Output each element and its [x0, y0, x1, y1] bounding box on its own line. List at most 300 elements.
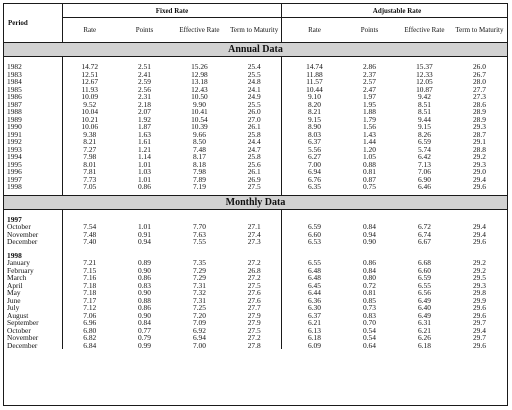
adjustable-value-cell: 6.67 — [417, 237, 431, 246]
row-label: 1989 — [7, 114, 22, 124]
adjustable-value-cell: 9.15 — [417, 122, 431, 131]
adjustable-value-cell: 9.15 — [308, 114, 321, 124]
fixed-value-cell: 27.2 — [247, 273, 261, 282]
fixed-value-cell: 7.32 — [192, 288, 206, 297]
fixed-value-cell: 27.5 — [247, 280, 261, 290]
fixed-value-cell: 2.31 — [138, 92, 151, 101]
fixed-value-cell: 24.1 — [247, 84, 261, 94]
adjustable-value-cell: 0.70 — [362, 318, 376, 327]
table-header — [4, 4, 507, 43]
adjustable-value-cell: 1.05 — [362, 152, 376, 161]
fixed-value-cell: 25.8 — [247, 129, 261, 139]
adjustable-value-cell: 6.37 — [308, 310, 321, 320]
adjustable-value-cell: 28.0 — [472, 77, 486, 86]
adjustable-value-cell: 6.30 — [308, 303, 321, 312]
adjustable-value-cell: 28.9 — [472, 107, 486, 116]
fixed-value-cell: 7.29 — [192, 265, 206, 275]
adjustable-value-cell: 6.35 — [308, 182, 321, 191]
adjustable-value-cell: 29.7 — [472, 318, 486, 327]
row-label: 1987 — [7, 99, 22, 109]
adjustable-value-cell: 29.3 — [472, 280, 486, 290]
row-label: December — [7, 237, 38, 246]
adjustable-points-col-header: Points — [360, 26, 379, 34]
fixed-value-cell: 1.14 — [138, 152, 151, 161]
adjustable-value-cell: 29.4 — [472, 174, 486, 184]
adjustable-value-cell: 2.57 — [362, 77, 376, 86]
adjustable-value-cell: 2.47 — [362, 84, 376, 94]
adjustable-value-cell: 0.64 — [362, 340, 376, 350]
adjustable-value-cell: 26.0 — [472, 62, 486, 71]
fixed-value-cell: 25.5 — [247, 69, 261, 79]
fixed-value-cell: 10.06 — [62, 123, 117, 131]
row-label: October — [7, 325, 31, 335]
adjustable-value-cell: 0.84 — [362, 265, 376, 275]
adjustable-value-cell: 6.49 — [417, 295, 431, 305]
fixed-value-cell: 26.9 — [247, 174, 261, 184]
table-row — [4, 342, 507, 350]
fixed-value-cell: 26.8 — [247, 265, 261, 275]
adjustable-value-cell: 1.20 — [362, 144, 376, 154]
adjustable-value-cell: 6.55 — [417, 280, 431, 290]
adjustable-value-cell: 29.3 — [472, 122, 486, 131]
fixed-value-cell: 27.6 — [247, 295, 261, 305]
fixed-value-cell: 10.04 — [62, 108, 117, 116]
adjustable-value-cell: 6.59 — [417, 273, 431, 282]
adjustable-value-cell: 29.0 — [472, 167, 486, 176]
fixed-value-cell: 7.70 — [192, 222, 206, 231]
row-label: June — [7, 295, 21, 305]
adjustable-value-cell: 5.56 — [308, 144, 321, 154]
fixed-value-cell: 7.81 — [62, 168, 117, 176]
adjustable-effective-rate-col-header: Effective Rate — [404, 26, 445, 34]
adjustable-value-cell: 0.85 — [362, 295, 376, 305]
row-label: 1998 — [7, 182, 22, 191]
adjustable-value-cell: 6.36 — [308, 295, 321, 305]
fixed-value-cell: 7.25 — [192, 303, 206, 312]
fixed-value-cell: 0.86 — [138, 303, 151, 312]
row-label: February — [7, 265, 34, 275]
fixed-value-cell: 0.86 — [138, 273, 151, 282]
fixed-value-cell: 7.17 — [62, 297, 117, 305]
fixed-value-cell: 2.51 — [138, 62, 151, 71]
fixed-value-cell: 0.91 — [138, 229, 151, 239]
annual-data-section-title: Annual Data — [4, 43, 507, 57]
adjustable-value-cell: 6.60 — [308, 229, 321, 239]
fixed-value-cell: 8.17 — [192, 152, 206, 161]
adjustable-value-cell: 6.48 — [308, 265, 321, 275]
fixed-value-cell: 8.50 — [192, 137, 206, 146]
adjustable-value-cell: 14.74 — [306, 62, 323, 71]
adjustable-value-cell: 27.7 — [472, 84, 486, 94]
fixed-value-cell: 0.83 — [138, 280, 151, 290]
adjustable-value-cell: 28.8 — [472, 144, 486, 154]
monthly-data-section-title: Monthly Data — [4, 195, 507, 209]
row-label: April — [7, 280, 23, 290]
fixed-value-cell: 24.7 — [247, 144, 261, 154]
fixed-value-cell: 6.96 — [62, 319, 117, 327]
adjustable-value-cell: 29.4 — [472, 325, 486, 335]
fixed-value-cell: 8.21 — [62, 138, 117, 146]
adjustable-value-cell: 12.05 — [416, 77, 433, 86]
fixed-value-cell: 6.92 — [192, 325, 206, 335]
adjustable-value-cell: 6.56 — [417, 288, 431, 297]
fixed-value-cell: 24.4 — [247, 137, 261, 146]
adjustable-value-cell: 0.54 — [362, 325, 376, 335]
fixed-value-cell: 27.4 — [247, 229, 261, 239]
adjustable-value-cell: 29.8 — [472, 288, 486, 297]
adjustable-value-cell: 11.57 — [306, 77, 323, 86]
fixed-value-cell: 25.4 — [247, 62, 261, 71]
adjustable-value-cell: 8.21 — [308, 107, 321, 116]
adjustable-value-cell: 27.3 — [472, 92, 486, 101]
fixed-value-cell: 25.5 — [247, 99, 261, 109]
adjustable-value-cell: 6.45 — [308, 280, 321, 290]
fixed-value-cell: 7.73 — [62, 176, 117, 184]
adjustable-value-cell: 6.76 — [308, 174, 321, 184]
fixed-value-cell: 27.5 — [247, 182, 261, 191]
adjustable-value-cell: 0.90 — [362, 237, 376, 246]
fixed-value-cell: 9.52 — [62, 101, 117, 109]
adjustable-value-cell: 6.18 — [308, 333, 321, 342]
fixed-value-cell: 12.67 — [62, 78, 117, 86]
fixed-value-cell: 12.43 — [191, 84, 208, 94]
adjustable-rate-group-header: Adjustable Rate — [287, 4, 507, 18]
adjustable-value-cell: 29.2 — [472, 152, 486, 161]
adjustable-value-cell: 8.51 — [417, 107, 431, 116]
fixed-value-cell: 7.48 — [62, 231, 117, 239]
table-row — [4, 238, 507, 246]
fixed-value-cell: 27.2 — [247, 258, 261, 267]
adjustable-value-cell: 6.68 — [417, 258, 431, 267]
adjustable-value-cell: 9.44 — [417, 114, 431, 124]
adjustable-value-cell: 1.95 — [362, 99, 376, 109]
fixed-value-cell: 11.93 — [62, 86, 117, 94]
fixed-value-cell: 7.54 — [62, 223, 117, 231]
fixed-term-col-header: Term to Maturity — [230, 26, 279, 34]
adjustable-value-cell: 29.9 — [472, 295, 486, 305]
fixed-value-cell: 7.31 — [192, 280, 206, 290]
adjustable-value-cell: 6.59 — [308, 222, 321, 231]
adjustable-value-cell: 0.75 — [362, 182, 376, 191]
adjustable-value-cell: 6.40 — [417, 303, 431, 312]
adjustable-value-cell: 2.86 — [362, 62, 376, 71]
fixed-value-cell: 2.18 — [138, 99, 151, 109]
adjustable-value-cell: 10.44 — [306, 84, 323, 94]
fixed-value-cell: 1.01 — [138, 222, 151, 231]
fixed-value-cell: 27.5 — [247, 325, 261, 335]
fixed-value-cell: 7.05 — [62, 183, 117, 191]
fixed-value-cell: 6.80 — [62, 327, 117, 335]
row-label: September — [7, 318, 39, 327]
fixed-value-cell: 7.55 — [192, 237, 206, 246]
fixed-points-col-header: Points — [135, 26, 154, 34]
adjustable-value-cell: 2.37 — [362, 69, 376, 79]
adjustable-value-cell: 6.94 — [308, 167, 321, 176]
adjustable-value-cell: 6.27 — [308, 152, 321, 161]
adjustable-value-cell: 0.80 — [362, 273, 376, 282]
adjustable-value-cell: 29.4 — [472, 229, 486, 239]
adjustable-value-cell: 6.72 — [417, 222, 431, 231]
fixed-value-cell: 7.98 — [62, 153, 117, 161]
monthly-data-section — [4, 195, 507, 209]
fixed-value-cell: 7.35 — [192, 258, 206, 267]
adjustable-value-cell: 1.43 — [362, 129, 376, 139]
adjustable-value-cell: 8.90 — [308, 122, 321, 131]
row-label: 1986 — [7, 92, 22, 101]
fixed-value-cell: 27.7 — [247, 303, 261, 312]
year-label: 1997 — [7, 214, 22, 224]
adjustable-value-cell: 6.21 — [308, 318, 321, 327]
fixed-value-cell: 1.03 — [138, 167, 151, 176]
rate-table-frame — [3, 3, 508, 406]
fixed-rate-col-header: Rate — [62, 18, 117, 43]
fixed-value-cell: 7.15 — [62, 267, 117, 275]
adjustable-value-cell: 0.83 — [362, 310, 376, 320]
adjustable-value-cell: 6.74 — [417, 229, 431, 239]
fixed-value-cell: 6.82 — [62, 334, 117, 342]
fixed-value-cell: 7.29 — [192, 273, 206, 282]
adjustable-value-cell: 0.81 — [362, 167, 376, 176]
adjustable-value-cell: 6.44 — [308, 288, 321, 297]
adjustable-value-cell: 29.7 — [472, 333, 486, 342]
adjustable-value-cell: 29.6 — [472, 310, 486, 320]
fixed-value-cell: 27.3 — [247, 237, 261, 246]
fixed-value-cell: 9.38 — [62, 131, 117, 139]
adjustable-value-cell: 9.10 — [308, 92, 321, 101]
fixed-value-cell: 27.6 — [247, 288, 261, 297]
adjustable-value-cell: 6.42 — [417, 152, 431, 161]
fixed-value-cell: 27.8 — [247, 340, 261, 350]
fixed-value-cell: 0.90 — [138, 288, 151, 297]
row-label: December — [7, 340, 38, 350]
adjustable-value-cell: 29.4 — [472, 222, 486, 231]
row-label: 1983 — [7, 69, 22, 79]
row-label: May — [7, 288, 21, 297]
row-label: January — [7, 258, 30, 267]
fixed-value-cell: 0.77 — [138, 325, 151, 335]
fixed-value-cell: 7.63 — [192, 229, 206, 239]
fixed-value-cell: 10.21 — [62, 116, 117, 124]
year-label: 1998 — [7, 250, 22, 260]
fixed-value-cell: 10.41 — [191, 107, 208, 116]
adjustable-value-cell: 8.51 — [417, 99, 431, 109]
adjustable-value-cell: 29.2 — [472, 265, 486, 275]
fixed-value-cell: 6.84 — [62, 342, 117, 350]
adjustable-value-cell: 29.6 — [472, 340, 486, 350]
annual-data-section — [4, 43, 507, 57]
fixed-value-cell: 25.8 — [247, 152, 261, 161]
fixed-value-cell: 15.26 — [191, 62, 208, 71]
adjustable-value-cell: 29.5 — [472, 273, 486, 282]
table-body — [4, 43, 507, 350]
fixed-value-cell: 27.2 — [247, 333, 261, 342]
adjustable-value-cell: 0.84 — [362, 222, 376, 231]
adjustable-value-cell: 10.87 — [416, 84, 433, 94]
fixed-value-cell: 0.90 — [138, 265, 151, 275]
adjustable-value-cell: 29.1 — [472, 137, 486, 146]
fixed-value-cell: 26.0 — [247, 107, 261, 116]
adjustable-value-cell: 0.94 — [362, 229, 376, 239]
fixed-value-cell: 24.9 — [247, 92, 261, 101]
period-column-header: Period — [4, 4, 62, 43]
row-label: 1995 — [7, 159, 22, 169]
adjustable-value-cell: 0.86 — [362, 258, 376, 267]
adjustable-value-cell: 6.31 — [417, 318, 431, 327]
fixed-value-cell: 1.01 — [138, 159, 151, 169]
fixed-value-cell: 7.98 — [192, 167, 206, 176]
adjustable-value-cell: 6.46 — [417, 182, 431, 191]
fixed-value-cell: 12.51 — [62, 71, 117, 79]
adjustable-value-cell: 1.79 — [362, 114, 376, 124]
fixed-value-cell: 8.18 — [192, 159, 206, 169]
fixed-value-cell: 6.94 — [192, 333, 206, 342]
fixed-value-cell: 0.99 — [138, 340, 151, 350]
fixed-value-cell: 2.07 — [138, 107, 151, 116]
adjustable-value-cell: 6.21 — [417, 325, 431, 335]
adjustable-value-cell: 28.6 — [472, 99, 486, 109]
adjustable-value-cell: 6.49 — [417, 310, 431, 320]
fixed-value-cell: 27.9 — [247, 310, 261, 320]
adjustable-value-cell: 6.90 — [417, 174, 431, 184]
adjustable-value-cell: 6.55 — [308, 258, 321, 267]
fixed-value-cell: 14.72 — [62, 63, 117, 71]
adjustable-value-cell: 7.13 — [417, 159, 431, 169]
adjustable-value-cell: 6.13 — [308, 325, 321, 335]
fixed-value-cell: 0.88 — [138, 295, 151, 305]
fixed-value-cell: 7.18 — [62, 282, 117, 290]
adjustable-value-cell: 8.03 — [308, 129, 321, 139]
adjustable-value-cell: 6.18 — [417, 340, 431, 350]
row-label: 1990 — [7, 122, 22, 131]
adjustable-value-cell: 29.6 — [472, 237, 486, 246]
fixed-value-cell: 2.59 — [138, 77, 151, 86]
fixed-value-cell: 2.56 — [138, 84, 151, 94]
adjustable-value-cell: 7.00 — [308, 159, 321, 169]
fixed-value-cell: 0.90 — [138, 310, 151, 320]
row-label: November — [7, 333, 39, 342]
adjustable-value-cell: 6.26 — [417, 333, 431, 342]
fixed-value-cell: 26.1 — [247, 122, 261, 131]
fixed-value-cell: 7.06 — [62, 312, 117, 320]
adjustable-value-cell: 5.74 — [417, 144, 431, 154]
adjustable-rate-col-header: Rate — [308, 26, 321, 34]
adjustable-value-cell: 1.56 — [362, 122, 376, 131]
fixed-value-cell: 8.01 — [62, 161, 117, 169]
row-label: July — [7, 303, 20, 312]
fixed-value-cell: 25.6 — [247, 159, 261, 169]
fixed-value-cell: 0.79 — [138, 333, 151, 342]
adjustable-value-cell: 29.6 — [472, 303, 486, 312]
fixed-value-cell: 27.0 — [247, 114, 261, 124]
adjustable-value-cell: 0.88 — [362, 159, 376, 169]
adjustable-value-cell: 9.42 — [417, 92, 431, 101]
row-label: October — [7, 222, 31, 231]
fixed-value-cell: 10.09 — [62, 93, 117, 101]
adjustable-value-cell: 28.7 — [472, 129, 486, 139]
adjustable-value-cell: 8.20 — [308, 99, 321, 109]
table-row — [4, 183, 507, 191]
adjustable-value-cell: 6.59 — [417, 137, 431, 146]
row-label: 1996 — [7, 167, 22, 176]
fixed-value-cell: 7.09 — [192, 318, 206, 327]
adjustable-value-cell: 8.26 — [417, 129, 431, 139]
fixed-value-cell: 27.9 — [247, 318, 261, 327]
adjustable-value-cell: 12.33 — [416, 69, 433, 79]
fixed-value-cell: 0.89 — [138, 258, 151, 267]
fixed-value-cell: 9.66 — [192, 129, 206, 139]
adjustable-value-cell: 0.54 — [362, 333, 376, 342]
adjustable-value-cell: 29.6 — [472, 182, 486, 191]
row-label: November — [7, 229, 39, 239]
fixed-value-cell: 0.84 — [138, 318, 151, 327]
adjustable-value-cell: 6.53 — [308, 237, 321, 246]
adjustable-value-cell: 1.88 — [362, 107, 376, 116]
fixed-value-cell: 1.92 — [138, 114, 151, 124]
fixed-value-cell: 27.1 — [247, 222, 261, 231]
row-label: 1988 — [7, 107, 22, 116]
adjustable-value-cell: 11.88 — [306, 69, 323, 79]
fixed-value-cell: 7.12 — [62, 304, 117, 312]
adjustable-value-cell: 1.97 — [362, 92, 376, 101]
adjustable-value-cell: 1.44 — [362, 137, 376, 146]
adjustable-value-cell: 15.37 — [416, 62, 433, 71]
fixed-value-cell: 10.50 — [191, 92, 208, 101]
fixed-value-cell: 7.00 — [192, 340, 206, 350]
fixed-value-cell: 26.1 — [247, 167, 261, 176]
adjustable-value-cell: 0.81 — [362, 288, 376, 297]
fixed-value-cell: 1.01 — [138, 174, 151, 184]
adjustable-value-cell: 0.87 — [362, 174, 376, 184]
fixed-value-cell: 1.21 — [138, 144, 151, 154]
fixed-rate-group-header: Fixed Rate — [62, 4, 282, 18]
fixed-value-cell: 9.90 — [192, 99, 206, 109]
adjustable-value-cell: 29.2 — [472, 258, 486, 267]
row-label: March — [7, 273, 27, 282]
adjustable-value-cell: 0.72 — [362, 280, 376, 290]
adjustable-term-col-header: Term to Maturity — [455, 26, 504, 34]
fixed-value-cell: 2.41 — [138, 69, 151, 79]
fixed-value-cell: 0.86 — [138, 182, 151, 191]
adjustable-value-cell: 26.7 — [472, 69, 486, 79]
adjustable-value-cell: 0.73 — [362, 303, 376, 312]
adjustable-value-cell: 6.48 — [308, 273, 321, 282]
fixed-value-cell: 1.61 — [138, 137, 151, 146]
fixed-effective-rate-col-header: Effective Rate — [179, 26, 220, 34]
fixed-value-cell: 7.21 — [62, 259, 117, 267]
mortgage-rate-table — [4, 4, 507, 349]
row-label: 1985 — [7, 84, 22, 94]
row-label: 1994 — [7, 152, 22, 161]
fixed-value-cell: 7.31 — [192, 295, 206, 305]
row-label: 1991 — [7, 129, 22, 139]
fixed-value-cell: 7.19 — [192, 182, 206, 191]
adjustable-value-cell: 6.09 — [308, 340, 321, 350]
row-label: 1997 — [7, 174, 22, 184]
fixed-value-cell: 1.87 — [138, 122, 151, 131]
fixed-value-cell: 1.63 — [138, 129, 151, 139]
fixed-value-cell: 0.94 — [138, 237, 151, 246]
fixed-value-cell: 7.40 — [62, 238, 117, 246]
row-label: 1982 — [7, 62, 22, 71]
fixed-value-cell: 7.18 — [62, 289, 117, 297]
fixed-value-cell: 10.54 — [191, 114, 208, 124]
row-label: 1984 — [7, 77, 22, 86]
fixed-value-cell: 7.27 — [62, 146, 117, 154]
row-label: August — [7, 310, 29, 320]
fixed-value-cell: 13.18 — [191, 77, 208, 86]
fixed-value-cell: 7.89 — [192, 174, 206, 184]
fixed-value-cell: 7.48 — [192, 144, 206, 154]
